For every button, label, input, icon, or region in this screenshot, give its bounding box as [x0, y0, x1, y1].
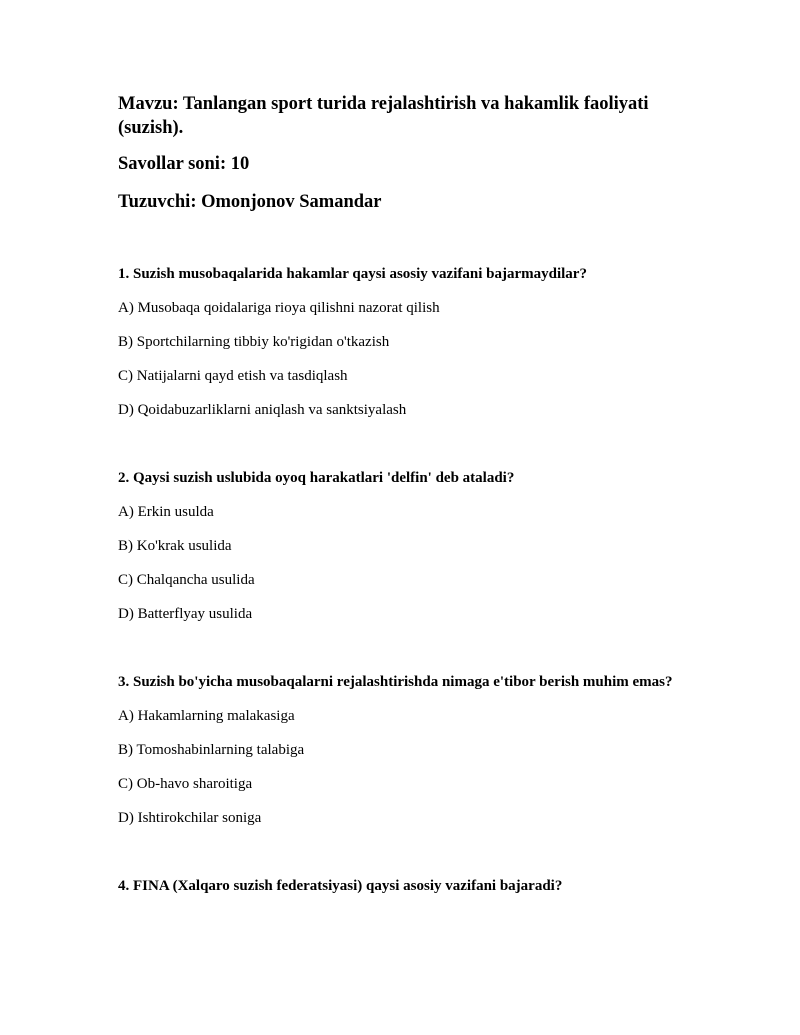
answer-option-a: A) Hakamlarning malakasiga [118, 708, 295, 724]
author-line: Tuzuvchi: Omonjonov Samandar [118, 192, 382, 212]
question-text: 4. FINA (Xalqaro suzish federatsiyasi) qaysi asosiy vazifani bajaradi? [118, 878, 563, 894]
answer-option-d: D) Batterflyay usulida [118, 606, 253, 622]
answer-option-c: C) Ob-havo sharoitiga [118, 776, 253, 792]
question-3 [118, 672, 678, 828]
question-4 [118, 876, 678, 896]
answer-option-b: B) Ko'krak usulida [118, 538, 232, 554]
answer-option-b: B) Sportchilarning tibbiy ko'rigidan o'tkazish [118, 334, 390, 350]
answer-option-c: C) Natijalarni qayd etish va tasdiqlash [118, 368, 348, 384]
answer-option-a: A) Musobaqa qoidalariga rioya qilishni nazorat qilish [118, 300, 440, 316]
answer-option-d: D) Ishtirokchilar soniga [118, 810, 262, 826]
question-text: 3. Suzish bo'yicha musobaqalarni rejalashtirishda nimaga e'tibor berish muhim emas? [118, 674, 673, 690]
document-title: Mavzu: Tanlangan sport turida rejalashtirish va hakamlik faoliyati (suzish). [118, 94, 649, 138]
question-text: 2. Qaysi suzish uslubida oyoq harakatlari 'delfin' deb ataladi? [118, 470, 515, 486]
answer-option-b: B) Tomoshabinlarning talabiga [118, 742, 305, 758]
question-text: 1. Suzish musobaqalarida hakamlar qaysi asosiy vazifani bajarmaydilar? [118, 266, 587, 282]
answer-option-c: C) Chalqancha usulida [118, 572, 255, 588]
question-2 [118, 468, 678, 624]
question-count: Savollar soni: 10 [118, 154, 250, 174]
question-1 [118, 264, 678, 420]
document-page [118, 92, 678, 896]
answer-option-a: A) Erkin usulda [118, 504, 214, 520]
answer-option-d: D) Qoidabuzarliklarni aniqlash va sanktsiyalash [118, 402, 407, 418]
